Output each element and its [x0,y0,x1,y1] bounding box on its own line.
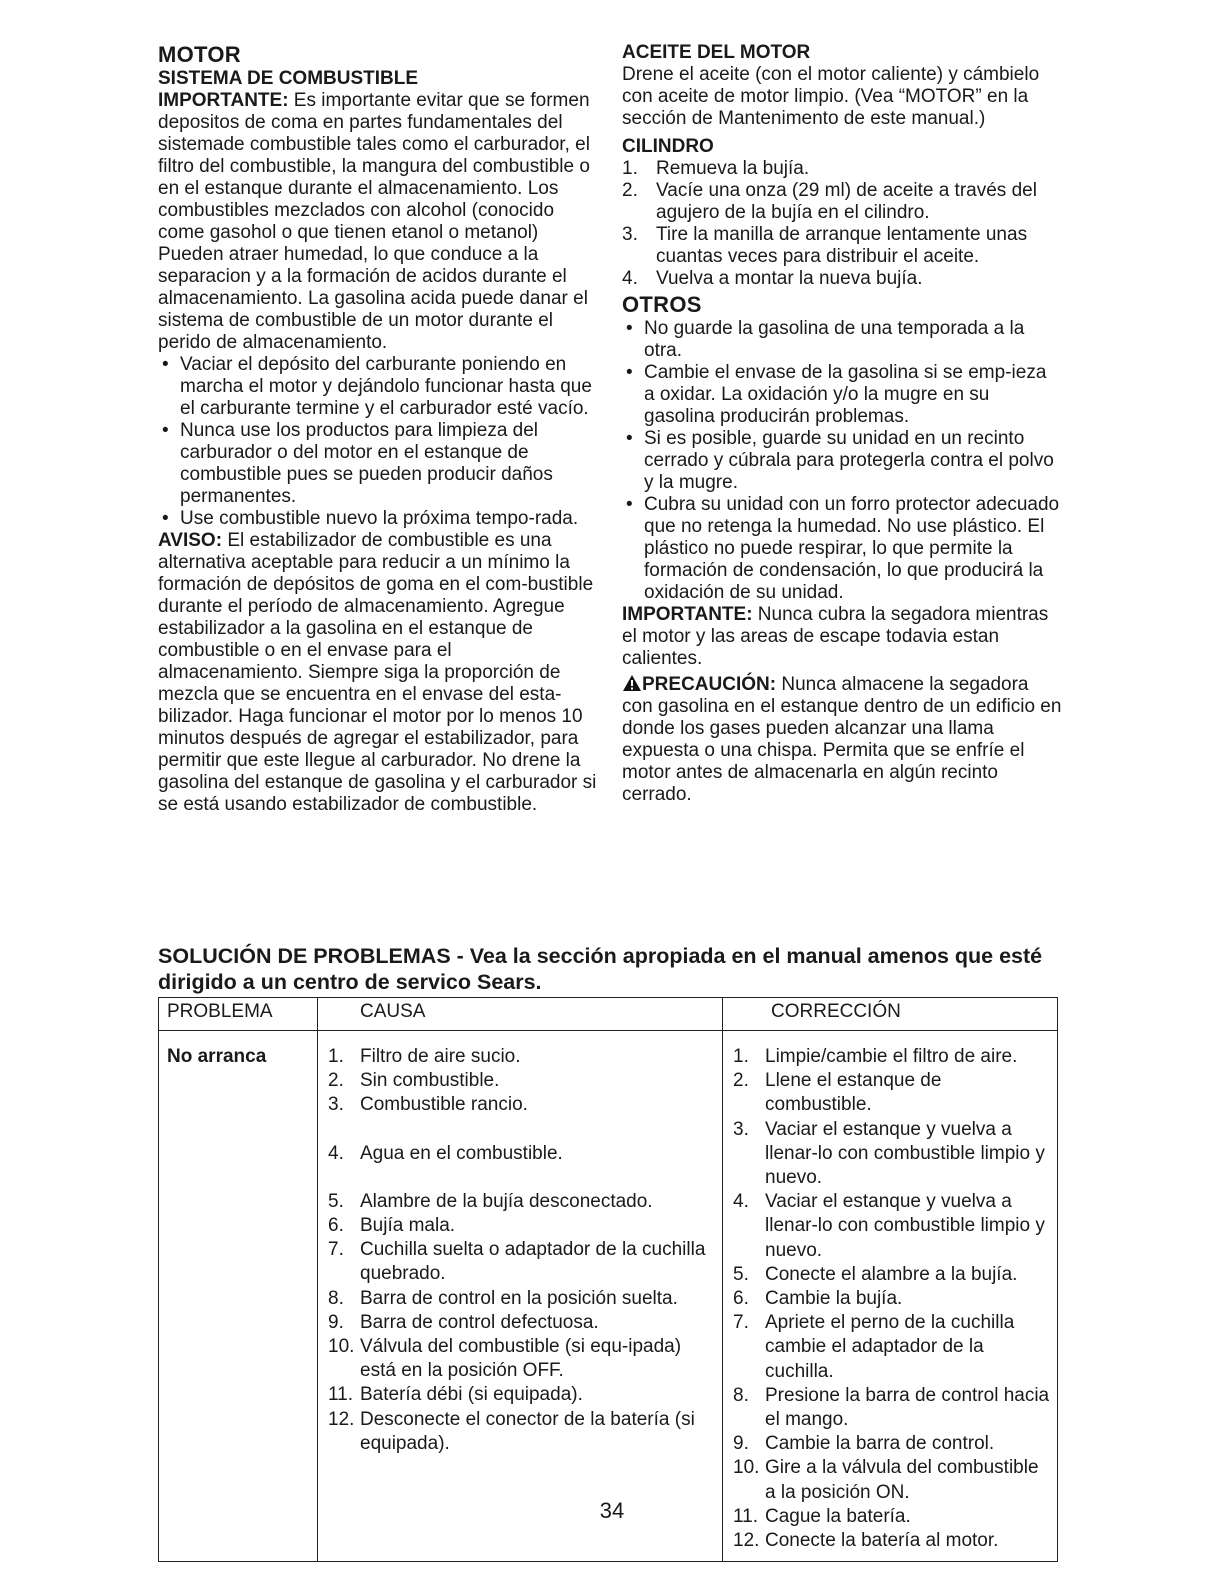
troubleshooting-title: SOLUCIÓN DE PROBLEMAS - Vea la sección apropiada en el manual amenos que esté dirigido a un centro de servico Sears. [158,944,1043,994]
correction-item [727,1190,1053,1263]
page-number: 34 [599,1498,625,1523]
corrections-cell [723,1031,1058,1562]
importante-paragraph [622,604,1062,670]
item-text: Combustible rancio. [360,1094,528,1116]
correction-item [727,1263,1053,1287]
precaucion-text: Nunca almacene la segadora con gasolina en el estanque dentro de un edificio en donde los gases pueden alcanzar una llama expuesta o una chispa. Permita que se enfríe el motor antes de almacenarla en algún recinto cerrado. [622,674,1062,805]
item-number: 11. [733,1505,759,1527]
aviso-label: AVISO: [158,530,223,551]
item-number: 3. [733,1118,749,1140]
item-number: 2. [733,1070,749,1092]
engine-oil-text: Drene el aceite (con el motor caliente) y cámbielo con aceite de motor limpio. (Vea “MOTOR” en la sección de Mantenimento de este manual.) [622,64,1040,129]
item-text: Agua en el combustible. [360,1142,563,1164]
item-text: Conecte el alambre a la bujía. [765,1263,1018,1285]
cause-item [322,1069,718,1093]
aviso-text: El estabilizador de combustible es una alternativa aceptable para reducir a un mínimo la formación de depósitos de goma en el com-bustible durante el período de almacenamiento. Agregue estabilizador a la gasolina en el estanque de combustible o en el envase para el almacenamiento. Siempre siga la proporción de mezcla que se encuentra en el envase del esta-bilizador. Haga funcionar el motor por lo menos 10 minutos después de agregar el estabilizador, para permitir que este llegue al carburador. No drene la gasolina del estanque de gasolina y el carburador si se está usando estabilizador de combustible. [158,530,597,815]
item-text: Alambre de la bujía desconectado. [360,1190,653,1212]
cause-item [322,1238,718,1286]
item-text: Presione la barra de control hacia el mango. [765,1384,1050,1431]
step-text: Vacíe una onza (29 ml) de aceite a través del agujero de la bujía en el cilindro. [656,180,1037,223]
cause-item [322,1335,718,1383]
correction-item [727,1384,1053,1432]
table-header-row [159,998,1058,1031]
item-number: 9. [328,1311,344,1333]
item-number: 8. [733,1384,749,1406]
right-column [622,42,1062,806]
item-text: Batería débi (si equipada). [360,1384,583,1406]
item-number: 7. [733,1312,749,1334]
header-problem: PROBLEMA [159,998,318,1031]
header-cause: CAUSA [318,998,723,1031]
item-number: 4. [733,1191,749,1213]
warning-triangle-icon [622,674,642,692]
header-correction: CORRECCIÓN [723,998,1058,1031]
step-number: 4. [622,268,638,289]
item-number: 5. [328,1190,344,1212]
otros-heading: OTROS [622,292,702,317]
item-text: Gire a la válvula del combustible a la posición ON. [765,1457,1039,1503]
cause-item [322,1214,718,1238]
fuel-system-subheading: SISTEMA DE COMBUSTIBLE [158,68,419,89]
item-text: Cambie la barra de control. [765,1433,995,1455]
item-text: Bujía mala. [360,1215,456,1237]
item-number: 6. [733,1288,749,1310]
importante-label: IMPORTANTE: [622,604,753,625]
engine-oil-heading: ACEITE DEL MOTOR [622,42,811,63]
correction-item [727,1045,1053,1069]
causes-cell [318,1031,723,1562]
cause-item [322,1093,718,1117]
cylinder-step [622,268,1062,290]
spacer [322,1166,718,1190]
cylinder-step [622,224,1062,268]
cause-item [322,1408,718,1456]
step-number: 1. [622,158,638,179]
item-text: Apriete el perno de la cuchilla cambie el adaptador de la cuchilla. [765,1312,1015,1382]
item-text: Cambie la bujía. [765,1288,903,1310]
correction-item [727,1118,1053,1191]
item-number: 12. [733,1530,760,1552]
cause-item [322,1311,718,1335]
item-number: 6. [328,1215,344,1237]
item-text: Cague la batería. [765,1505,911,1527]
otros-bullet: • Si es posible, guarde su unidad en un recinto cerrado y cúbrala para protegerla contra el polvo y la mugre. [622,428,1062,494]
table-row [159,1031,1058,1562]
important-paragraph [158,90,598,354]
spacer [322,1118,718,1142]
correction-item [727,1311,1053,1384]
cylinder-heading: CILINDRO [622,136,714,157]
left-column [158,42,598,816]
step-text: Remueva la bujía. [656,158,810,179]
step-text: Vuelva a montar la nueva bujía. [656,268,923,289]
item-text: Barra de control en la posición suelta. [360,1287,678,1309]
item-number: 3. [328,1094,344,1116]
otros-bullet: • No guarde la gasolina de una temporada a la otra. [622,318,1062,362]
item-number: 10. [733,1457,760,1479]
cause-item [322,1190,718,1214]
cylinder-step [622,158,1062,180]
correction-item [727,1432,1053,1456]
step-number: 2. [622,180,638,201]
item-text: Cuchilla suelta o adaptador de la cuchilla quebrado. [360,1239,706,1285]
item-text: Vaciar el estanque y vuelva a llenar-lo con combustible limpio y nuevo. [765,1191,1045,1261]
fuel-bullet: • Use combustible nuevo la próxima tempo-rada. [158,508,598,530]
step-text: Tire la manilla de arranque lentamente unas cuantas veces para distribuir el aceite. [656,224,1028,267]
fuel-bullet: • Nunca use los productos para limpieza del carburador o del motor en el estanque de combustible pues se pueden producir daños permanentes. [158,420,598,508]
step-number: 3. [622,224,638,245]
correction-item [727,1529,1053,1553]
fuel-bullet: • Vaciar el depósito del carburante poniendo en marcha el motor y dejándolo funcionar hasta que el carburante termine y el carburador esté vacío. [158,354,598,420]
item-text: Llene el estanque de combustible. [765,1070,942,1116]
item-number: 4. [328,1142,344,1164]
item-number: 1. [328,1046,344,1067]
item-number: 8. [328,1287,344,1309]
item-number: 2. [328,1070,344,1092]
otros-bullet: • Cubra su unidad con un forro protector adecuado que no retenga la humedad. No use plástico. El plástico no puede respirar, lo que permite la formación de condensación, lo que producirá la oxidación de su unidad. [622,494,1062,604]
item-text: Desconecte el conector de la batería (si equipada). [360,1408,695,1454]
item-number: 11. [328,1384,354,1406]
item-number: 10. [328,1336,355,1358]
item-number: 1. [733,1046,749,1067]
precaucion-paragraph [622,674,1062,806]
item-text: Limpie/cambie el filtro de aire. [765,1046,1018,1067]
item-number: 7. [328,1239,344,1261]
importante-text: Nunca cubra la segadora mientras el motor y las areas de escape todavia estan calientes. [622,604,1049,669]
correction-item [727,1287,1053,1311]
item-text: Filtro de aire sucio. [360,1046,521,1067]
important-label: IMPORTANTE: [158,90,289,111]
otros-bullet: • Cambie el envase de la gasolina si se emp-ieza a oxidar. La oxidación y/o la mugre en su gasolina producirán problemas. [622,362,1062,428]
item-number: 5. [733,1263,749,1285]
troubleshooting-table [158,997,1058,1562]
problem-cell: No arranca [159,1031,318,1562]
item-text: Sin combustible. [360,1070,500,1092]
cause-item [322,1045,718,1069]
cause-item [322,1383,718,1407]
important-text: Es importante evitar que se formen depositos de coma en partes fundamentales del sistemade combustible tales como el carburador, el filtro del combustible, la mangura del combustible o en el estanque durante el almacenamiento. Los combustibles mezclados con alcohol (conocido come gasohol o que tienen etanol o metanol) Pueden atraer humedad, lo que conduce a la separacion y a la formación de acidos durante el almacenamiento. La gasolina acida puede danar el sistema de combustible de un motor durante el perido de almacenamiento. [158,90,590,353]
item-text: Vaciar el estanque y vuelva a llenar-lo con combustible limpio y nuevo. [765,1118,1045,1189]
cylinder-step [622,180,1062,224]
aviso-paragraph [158,530,598,816]
cause-item [322,1142,718,1166]
item-text: Conecte la batería al motor. [765,1530,999,1552]
item-number: 12. [328,1408,355,1430]
item-text: Barra de control defectuosa. [360,1311,599,1333]
correction-item [727,1069,1053,1117]
cause-item [322,1287,718,1311]
item-text: Válvula del combustible (si equ-ipada) está en la posición OFF. [360,1336,682,1382]
motor-heading: MOTOR [158,42,241,67]
item-number: 9. [733,1433,749,1455]
precaucion-label: PRECAUCIÓN: [642,674,777,695]
